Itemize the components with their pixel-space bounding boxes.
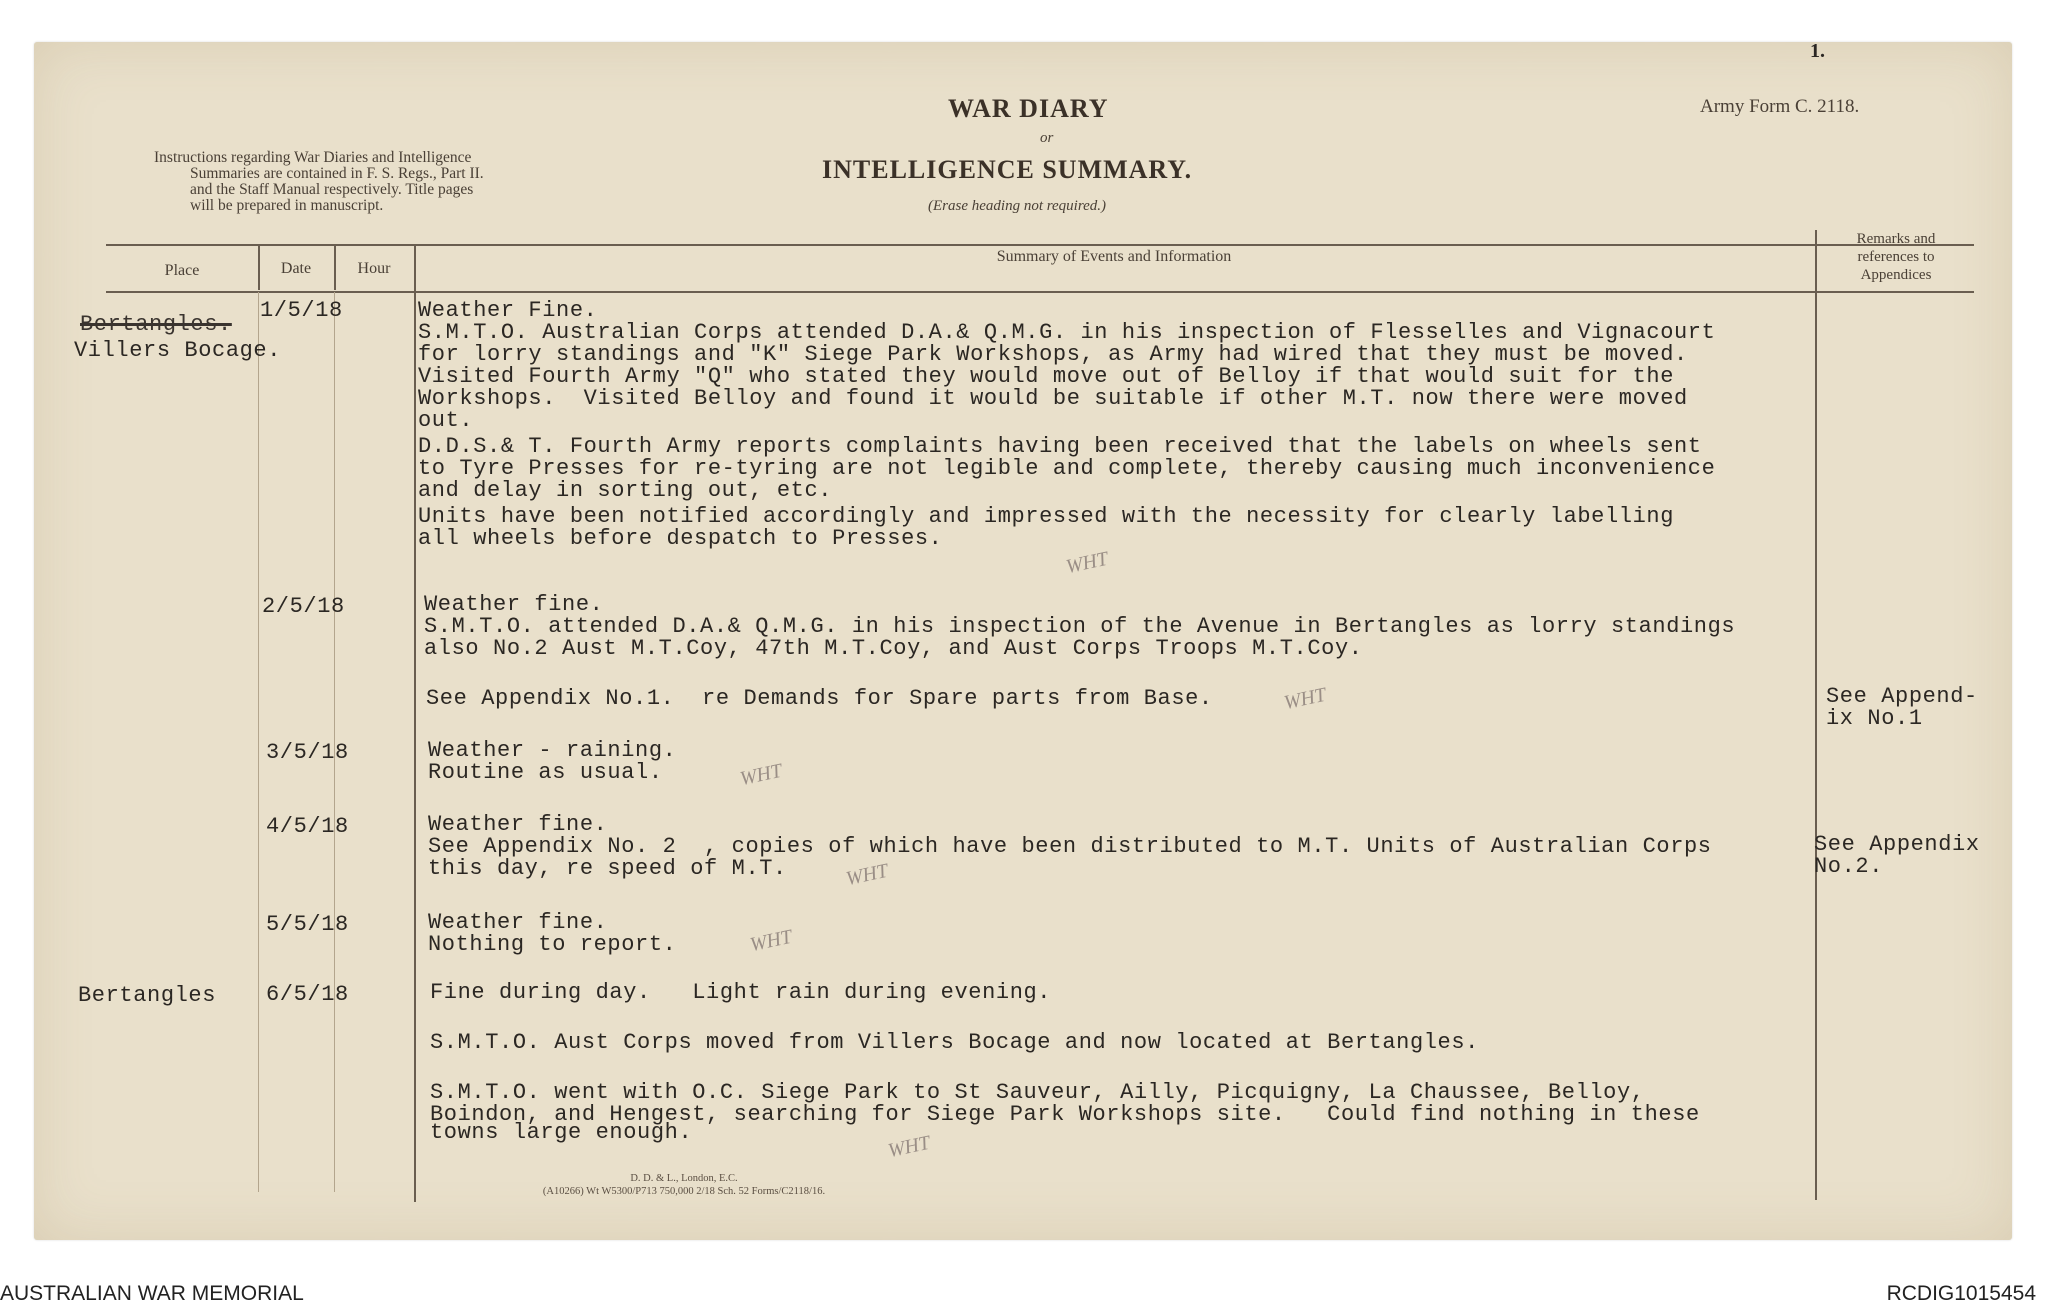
entry-line: Fine during day. Light rain during evening. (430, 980, 1052, 1005)
remarks-header-line: Appendices (1860, 267, 1932, 283)
printer-imprint (484, 1172, 884, 1198)
instructions-line: Instructions regarding War Diaries and Intelligence (154, 149, 472, 166)
column-header-place: Place (164, 262, 200, 279)
army-form-label: Army Form C. 2118. (1700, 96, 1860, 117)
page-title: WAR DIARY (948, 94, 1109, 123)
diary-entry-6-move (430, 1032, 1479, 1054)
erase-note: (Erase heading not required.) (928, 198, 1107, 214)
instructions-line: Summaries are contained in F. S. Regs., Part II. (190, 165, 484, 182)
printer-line: (A10266) Wt W5300/P713 750,000 2/18 Sch. 52 Forms/C2118/16. (542, 1186, 826, 1197)
place-bertangles: Bertangles (78, 983, 217, 1008)
diary-entry-2-appendix (426, 688, 1213, 710)
entry-line: to Tyre Presses for re-tyring are not legible and complete, thereby causing much inconvenience (418, 456, 1716, 481)
column-header-hour: Hour (357, 260, 391, 277)
entry-line: No.2. (1814, 854, 1884, 879)
remark-appendix-2 (1814, 834, 1980, 878)
diary-entry-1 (418, 300, 1715, 550)
handwritten-initials: WHT (886, 1131, 932, 1163)
entry-line: S.M.T.O. went with O.C. Siege Park to St Sauveur, Ailly, Picquigny, La Chaussee, Belloy, (430, 1080, 1645, 1105)
remarks-header-line: Remarks and (1856, 231, 1936, 247)
entry-line: Weather Fine. (418, 298, 598, 323)
entry-line: Visited Fourth Army "Q" who stated they would move out of Belloy if that would suit for the (418, 364, 1674, 389)
column-divider (1815, 230, 1817, 1200)
entry-line: ix No.1 (1826, 706, 1923, 731)
diary-entry-6-weather (430, 982, 1051, 1004)
diary-entry-4 (428, 814, 1712, 880)
page-number: 1. (1810, 40, 1825, 62)
handwritten-initials: WHT (738, 759, 784, 791)
instructions-line: and the Staff Manual respectively. Title pages (190, 181, 474, 198)
column-header-date: Date (280, 260, 312, 277)
diary-entry-5 (428, 912, 676, 956)
entry-line: out. (418, 408, 474, 433)
entry-line: Weather fine. (428, 910, 608, 935)
place-struck-through: Bertangles. (80, 312, 232, 337)
entry-line: Weather fine. (428, 812, 608, 837)
entry-line: Units have been notified accordingly and impressed with the necessity for clearly labelling (418, 504, 1674, 529)
entry-line: Boindon, and Hengest, searching for Siege Park Workshops site. Could find nothing in these (430, 1102, 1700, 1127)
table-top-rule (106, 244, 1974, 246)
place-villers-bocage: Villers Bocage. (74, 338, 282, 363)
entry-date: 3/5/18 (266, 740, 349, 765)
column-divider (414, 244, 416, 1202)
entry-line: all wheels before despatch to Presses. (418, 526, 943, 551)
column-header-remarks (1816, 230, 1976, 284)
entry-date: 1/5/18 (260, 298, 343, 323)
handwritten-initials: WHT (1282, 683, 1328, 715)
entry-date: 2/5/18 (262, 594, 345, 619)
footer-archive-name: AUSTRALIAN WAR MEMORIAL (0, 1282, 304, 1305)
entry-date: 5/5/18 (266, 912, 349, 937)
entry-line: for lorry standings and "K" Siege Park Workshops, as Army had wired that they must be moved. (418, 342, 1688, 367)
instructions-line: will be prepared in manuscript. (190, 197, 384, 214)
entry-line: See Appendix No. 2 , copies of which have been distributed to M.T. Units of Australian Corps (428, 834, 1712, 859)
entry-line: Routine as usual. (428, 760, 663, 785)
handwritten-initials: WHT (748, 925, 794, 957)
entry-line: and delay in sorting out, etc. (418, 478, 833, 503)
entry-line: S.M.T.O. attended D.A.& Q.M.G. in his inspection of the Avenue in Bertangles as lorry standings (424, 614, 1736, 639)
entry-line: towns large enough. (430, 1120, 693, 1145)
entry-line: Nothing to report. (428, 932, 677, 957)
entry-line: also No.2 Aust M.T.Coy, 47th M.T.Coy, and Aust Corps Troops M.T.Coy. (424, 636, 1363, 661)
entry-line: See Appendix (1814, 832, 1980, 857)
entry-date: 4/5/18 (266, 814, 349, 839)
entry-line: Workshops. Visited Belloy and found it would be suitable if other M.T. now there were moved (418, 386, 1688, 411)
diary-entry-3 (428, 740, 676, 784)
printer-line: D. D. & L., London, E.C. (630, 1173, 738, 1184)
remarks-header-line: references to (1857, 249, 1935, 265)
diary-entry-6-search (430, 1082, 1700, 1144)
remark-appendix-1 (1826, 686, 1978, 730)
or-text: or (1040, 130, 1054, 146)
entry-line: Weather - raining. (428, 738, 677, 763)
table-header-rule (106, 291, 1974, 293)
page-subtitle: INTELLIGENCE SUMMARY. (822, 155, 1193, 184)
entry-line: D.D.S.& T. Fourth Army reports complaints having been received that the labels on wheels sent (418, 434, 1702, 459)
entry-line: See Append- (1826, 684, 1978, 709)
entry-date: 6/5/18 (266, 982, 349, 1007)
handwritten-initials: WHT (844, 859, 890, 891)
entry-line: S.M.T.O. Australian Corps attended D.A.& Q.M.G. in his inspection of Flesselles and Vignacourt (418, 320, 1716, 345)
handwritten-initials: WHT (1064, 547, 1110, 579)
footer-record-id: RCDIG1015454 (1886, 1282, 2036, 1305)
entry-line: See Appendix No.1. re Demands for Spare parts from Base. (426, 686, 1213, 711)
date-column-faint-rule (258, 292, 259, 1192)
column-header-summary: Summary of Events and Information (996, 248, 1232, 265)
entry-line: S.M.T.O. Aust Corps moved from Villers Bocage and now located at Bertangles. (430, 1030, 1479, 1055)
entry-line: Weather fine. (424, 592, 604, 617)
instructions-block (154, 150, 594, 214)
entry-line: this day, re speed of M.T. (428, 856, 787, 881)
diary-entry-2 (424, 594, 1735, 660)
